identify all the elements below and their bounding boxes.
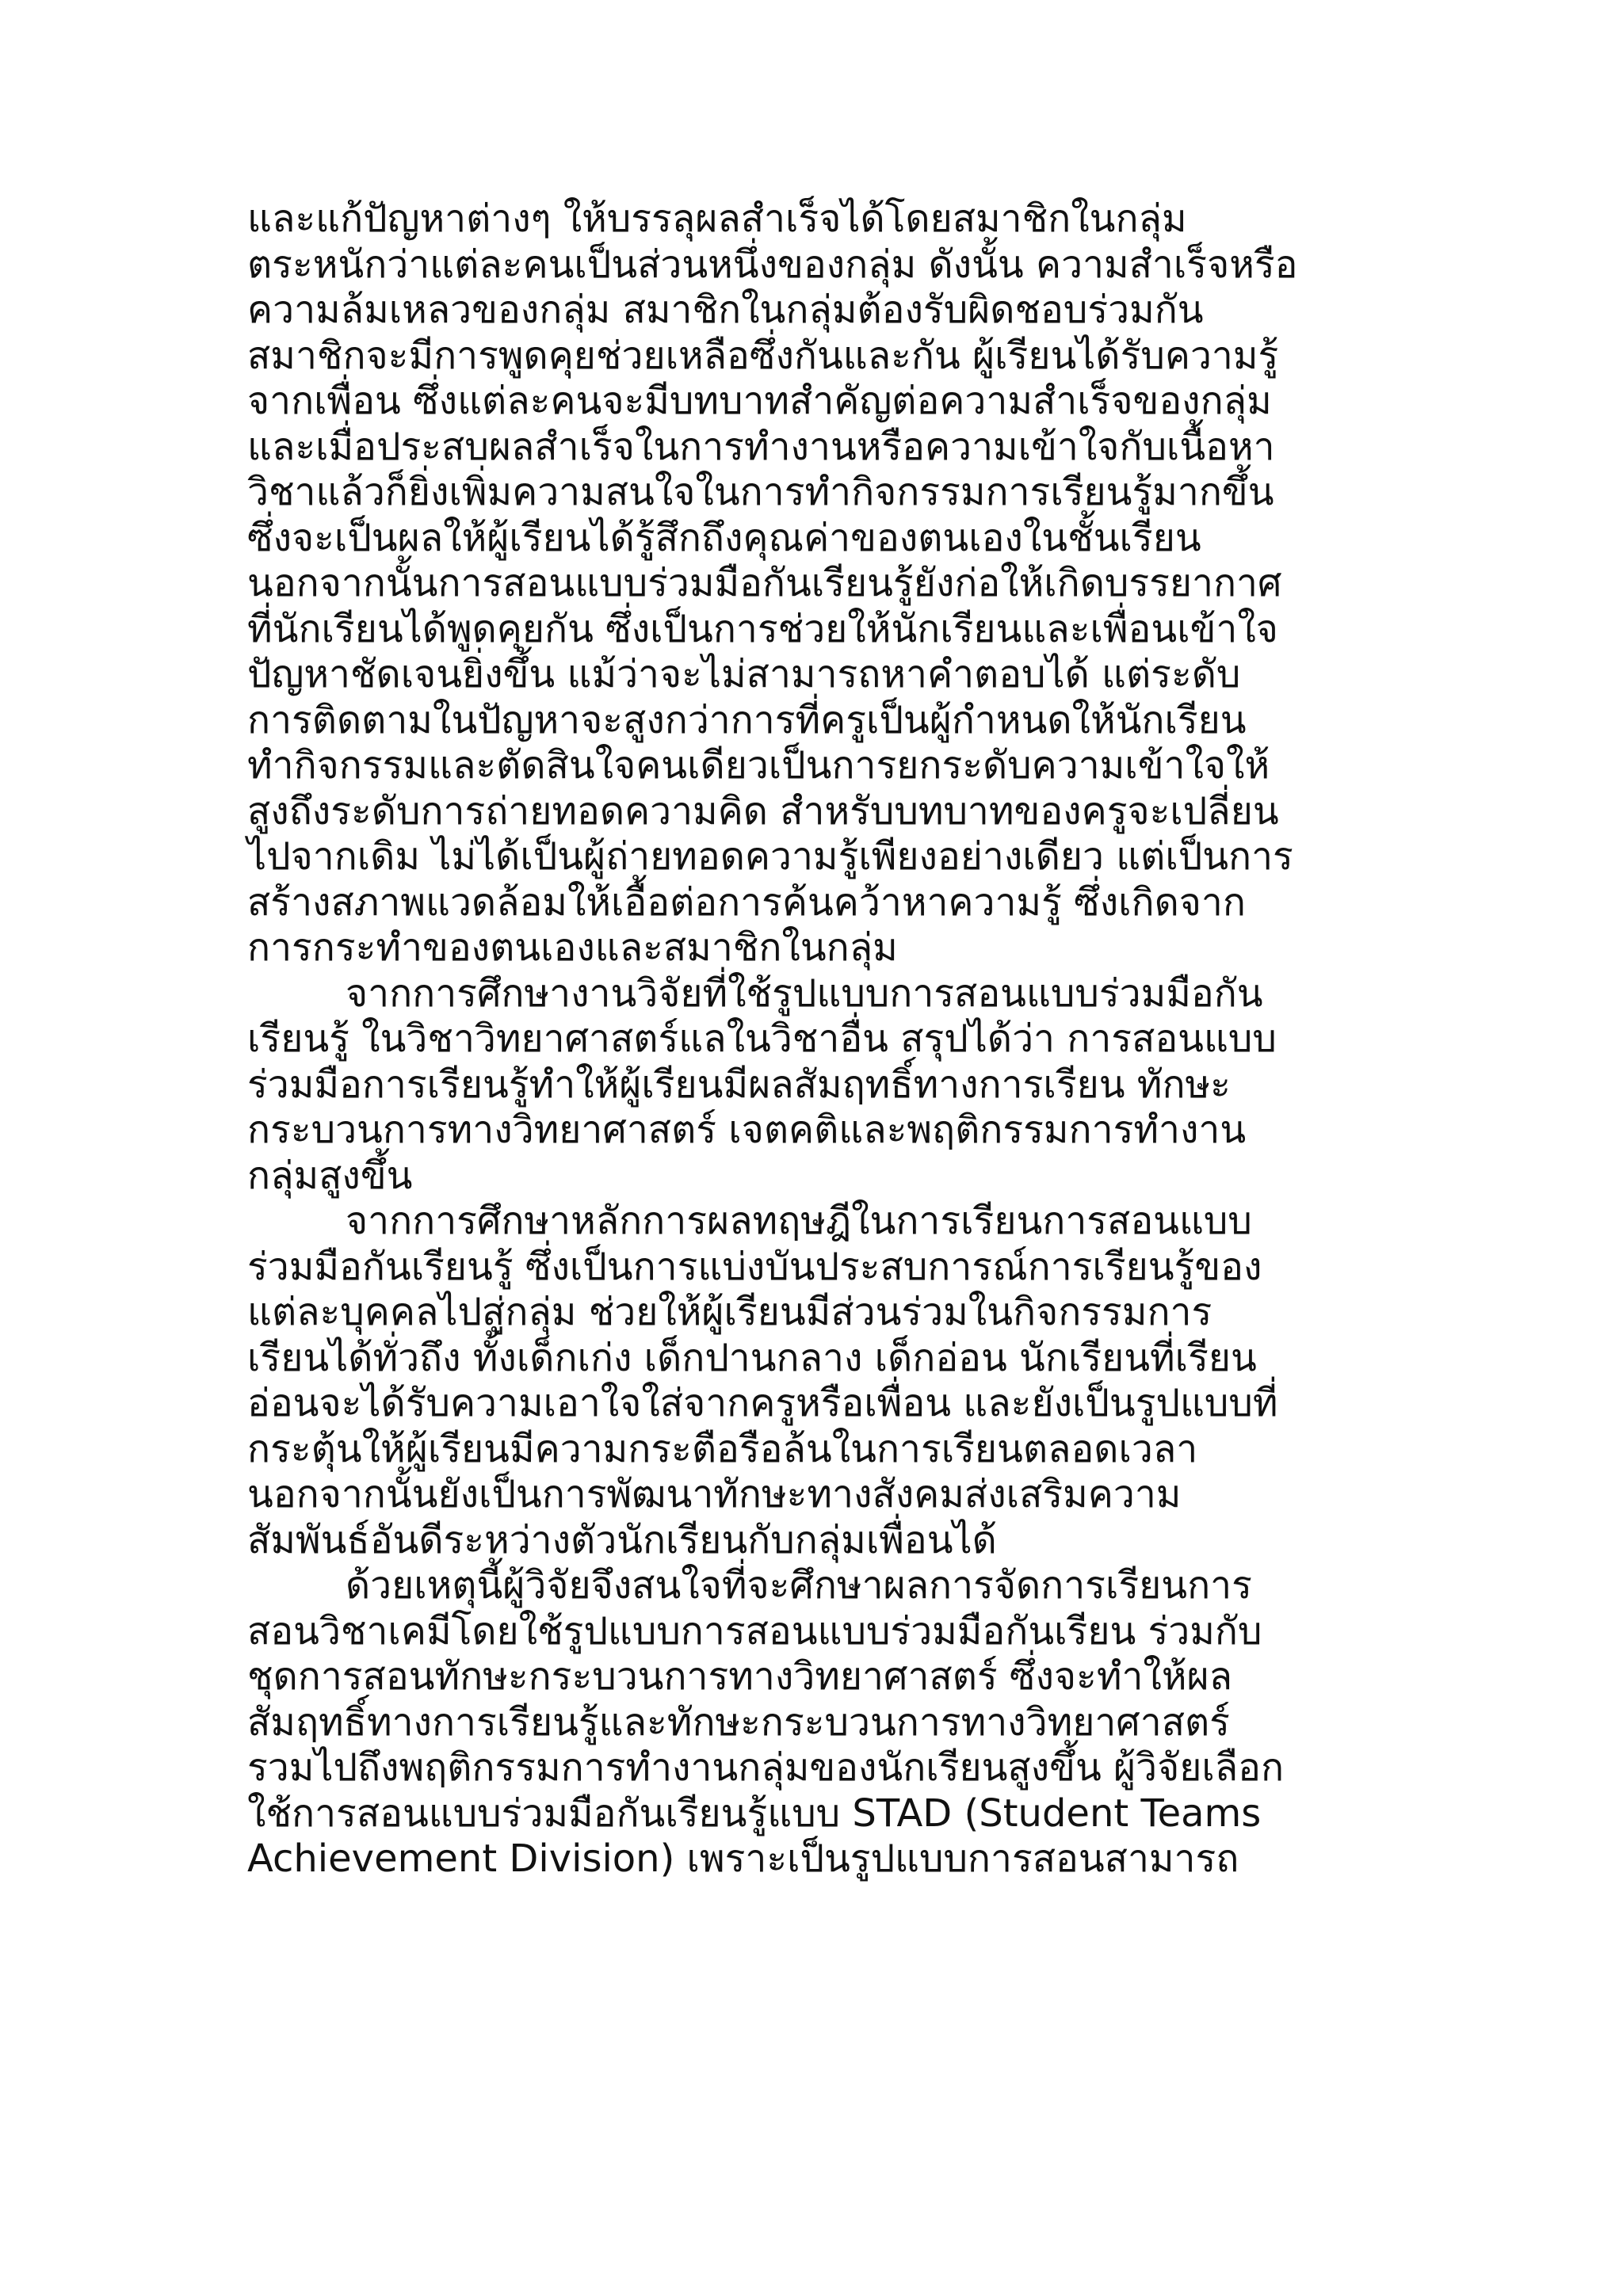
paragraph-first-line: จากการศึกษางานวิจัยที่ใช้รูปแบบการสอนแบบร่วมมือกัน (346, 971, 1263, 1016)
text-line: ร่วมมือการเรียนรู้ทำให้ผู้เรียนมีผลสัมฤทธิ์ทางการเรียน ทักษะ (247, 1062, 1231, 1107)
paragraph-first-line: จากการศึกษาหลักการผลทฤษฎีในการเรียนการสอนแบบ (346, 1199, 1252, 1243)
text-line: สูงถึงระดับการถ่ายทอดความคิด สำหรับบทบาทของครูจะเปลี่ยน (247, 788, 1279, 833)
text-line: นอกจากนั้นการสอนแบบร่วมมือกันเรียนรู้ยังก่อให้เกิดบรรยากาศ (247, 561, 1282, 605)
text-line: กระบวนการทางวิทยาศาสตร์ เจตคติและพฤติกรรมการทำงาน (247, 1108, 1247, 1152)
paragraph-first-line: ด้วยเหตุนี้ผู้วิจัยจึงสนใจที่จะศึกษาผลการจัดการเรียนการ (346, 1563, 1252, 1608)
text-line: ตระหนักว่าแต่ละคนเป็นส่วนหนึ่งของกลุ่ม ดังนั้น ความสำเร็จหรือ (247, 242, 1298, 287)
text-line: ปัญหาชัดเจนยิ่งขึ้น แม้ว่าจะไม่สามารถหาคำตอบได้ แต่ระดับ (247, 652, 1241, 696)
text-line: สัมพันธ์อันดีระหว่างตัวนักเรียนกับกลุ่มเพื่อนได้ (247, 1517, 997, 1562)
text-line: กระตุ้นให้ผู้เรียนมีความกระตือรือล้นในการเรียนตลอดเวลา (247, 1426, 1198, 1471)
text-line: และแก้ปัญหาต่างๆ ให้บรรลุผลสำเร็จได้โดยสมาชิกในกลุ่ม (247, 196, 1187, 241)
text-line: ร่วมมือกันเรียนรู้ ซึ่งเป็นการแบ่งบันประสบการณ์การเรียนรู้ของ (247, 1244, 1262, 1289)
text-line: เรียนได้ทั่วถึง ทั้งเด็กเก่ง เด็กปานกลาง เด็กอ่อน นักเรียนที่เรียน (247, 1335, 1257, 1380)
text-line: ทำกิจกรรมและตัดสินใจคนเดียวเป็นการยกระดับความเข้าใจให้ (247, 743, 1270, 788)
text-line: ชุดการสอนทักษะกระบวนการทางวิทยาศาสตร์ ซึ่งจะทำให้ผล (247, 1654, 1233, 1699)
text-line: สอนวิชาเคมีโดยใช้รูปแบบการสอนแบบร่วมมือกันเรียน ร่วมกับ (247, 1608, 1262, 1653)
text-line: เรียนรู้ ในวิชาวิทยาศาสตร์แลในวิชาอื่น สรุปได้ว่า การสอนแบบ (247, 1016, 1277, 1061)
text-line: ไปจากเดิม ไม่ได้เป็นผู้ถ่ายทอดความรู้เพียงอย่างเดียว แต่เป็นการ (247, 834, 1293, 879)
text-line: ที่นักเรียนได้พูดคุยกัน ซึ่งเป็นการช่วยให้นักเรียนและเพื่อนเข้าใจ (247, 606, 1278, 651)
text-line: วิชาแล้วก็ยิ่งเพิ่มความสนใจในการทำกิจกรรมการเรียนรู้มากขึ้น (247, 470, 1274, 514)
text-line: จากเพื่อน ซึ่งแต่ละคนจะมีบทบาทสำคัญต่อความสำเร็จของกลุ่ม (247, 379, 1272, 423)
text-line: Achievement Division) เพราะเป็นรูปแบบการสอนสามารถ (247, 1836, 1239, 1881)
text-line: สัมฤทธิ์ทางการเรียนรู้และทักษะกระบวนการทางวิทยาศาสตร์ (247, 1699, 1230, 1745)
text-line: กลุ่มสูงขึ้น (247, 1153, 413, 1198)
text-line: และเมื่อประสบผลสำเร็จในการทำงานหรือความเข้าใจกับเนื้อหา (247, 424, 1275, 469)
text-line: รวมไปถึงพฤติกรรมการทำงานกลุ่มของนักเรียนสูงขึ้น ผู้วิจัยเลือก (247, 1745, 1285, 1790)
text-line: แต่ละบุคคลไปสู่กลุ่ม ช่วยให้ผู้เรียนมีส่วนร่วมในกิจกรรมการ (247, 1290, 1212, 1334)
text-line: การกระทำของตนเองและสมาชิกในกลุ่ม (247, 925, 898, 970)
text-line: ความล้มเหลวของกลุ่ม สมาชิกในกลุ่มต้องรับผิดชอบร่วมกัน (247, 288, 1204, 332)
text-line: ใช้การสอนแบบร่วมมือกันเรียนรู้แบบ STAD (Student Teams (247, 1791, 1262, 1836)
text-line: สมาชิกจะมีการพูดคุยช่วยเหลือซึ่งกันและกัน ผู้เรียนได้รับความรู้ (247, 333, 1279, 378)
text-line: การติดตามในปัญหาจะสูงกว่าการที่ครูเป็นผู้กำหนดให้นักเรียน (247, 697, 1247, 742)
text-line: สร้างสภาพแวดล้อมให้เอื้อต่อการค้นคว้าหาความรู้ ซึ่งเกิดจาก (247, 879, 1246, 925)
body-text (247, 196, 1404, 1882)
text-line: นอกจากนั้นยังเป็นการพัฒนาทักษะทางสังคมส่งเสริมความ (247, 1472, 1182, 1516)
text-line: ซึ่งจะเป็นผลให้ผู้เรียนได้รู้สึกถึงคุณค่าของตนเองในชั้นเรียน (247, 515, 1201, 560)
text-line: อ่อนจะได้รับความเอาใจใส่จากครูหรือเพื่อน และยังเป็นรูปแบบที่ (247, 1381, 1278, 1425)
